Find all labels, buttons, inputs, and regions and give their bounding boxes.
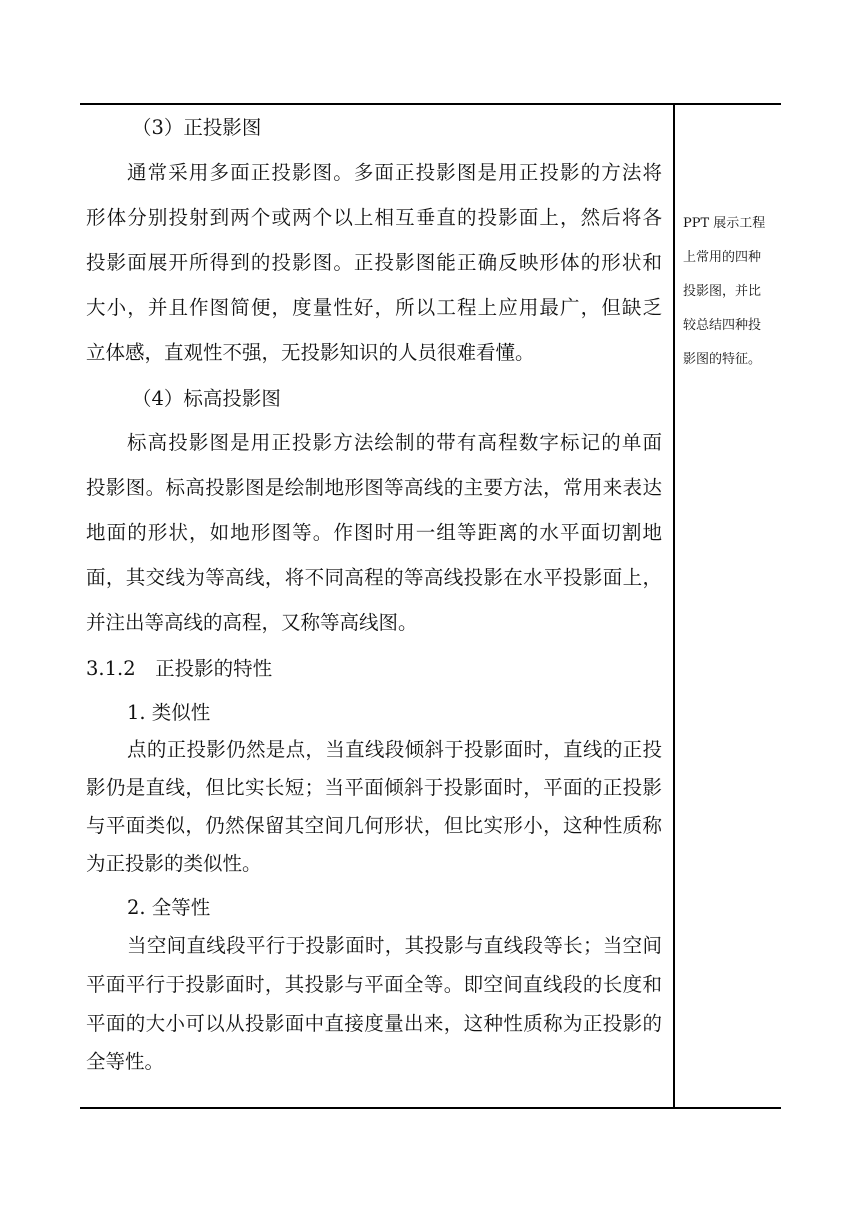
heading-elevation-projection: （4）标高投影图 (132, 387, 281, 410)
side-note-line: PPT 展示工程 (683, 216, 766, 231)
paragraph-line: 影仍是直线，但比实长短；当平面倾斜于投影面时，平面的正投影 (86, 776, 662, 799)
paragraph-line: 全等性。 (86, 1050, 165, 1073)
side-note-line: 较总结四种投 (683, 318, 762, 333)
paragraph-line: 标高投影图是用正投影方法绘制的带有高程数字标记的单面 (127, 431, 662, 454)
paragraph-line: 大小，并且作图简便，度量性好，所以工程上应用最广，但缺乏 (86, 296, 662, 319)
paragraph-line: 通常采用多面正投影图。多面正投影图是用正投影的方法将 (127, 161, 662, 184)
paragraph-line: 为正投影的类似性。 (86, 852, 262, 875)
side-note-line: 上常用的四种 (683, 250, 762, 265)
paragraph-line: 平面平行于投影面时，其投影与平面全等。即空间直线段的长度和 (86, 973, 662, 996)
paragraph-line: 形体分别投射到两个或两个以上相互垂直的投影面上，然后将各 (86, 206, 662, 229)
paragraph-line: 面，其交线为等高线，将不同高程的等高线投影在水平投影面上， (86, 566, 662, 589)
paragraph-line: 点的正投影仍然是点，当直线段倾斜于投影面时，直线的正投 (127, 738, 662, 761)
paragraph-line: 与平面类似，仍然保留其空间几何形状，但比实形小，这种性质称 (86, 814, 662, 837)
side-note-line: 影图的特征。 (683, 352, 762, 367)
section-heading: 3.1.2 正投影的特性 (86, 657, 273, 680)
paragraph-line: 平面的大小可以从投影面中直接度量出来，这种性质称为正投影的 (86, 1012, 662, 1035)
heading-orthographic-projection: （3）正投影图 (132, 116, 262, 139)
paragraph-line: 投影面展开所得到的投影图。正投影图能正确反映形体的形状和 (86, 251, 662, 274)
paragraph-line: 并注出等高线的高程，又称等高线图。 (86, 611, 418, 634)
subheading-congruence: 2. 全等性 (127, 896, 211, 919)
paragraph-line: 立体感，直观性不强，无投影知识的人员很难看懂。 (86, 341, 535, 364)
table-top-rule (80, 103, 781, 105)
paragraph-line: 投影图。标高投影图是绘制地形图等高线的主要方法，常用来表达 (86, 476, 662, 499)
column-divider (673, 104, 675, 1108)
paragraph-line: 当空间直线段平行于投影面时，其投影与直线段等长；当空间 (127, 934, 662, 957)
side-note-line: 投影图，并比 (683, 284, 762, 299)
table-bottom-rule (80, 1107, 781, 1109)
subheading-similarity: 1. 类似性 (127, 701, 211, 724)
paragraph-line: 地面的形状，如地形图等。作图时用一组等距离的水平面切割地 (86, 521, 662, 544)
